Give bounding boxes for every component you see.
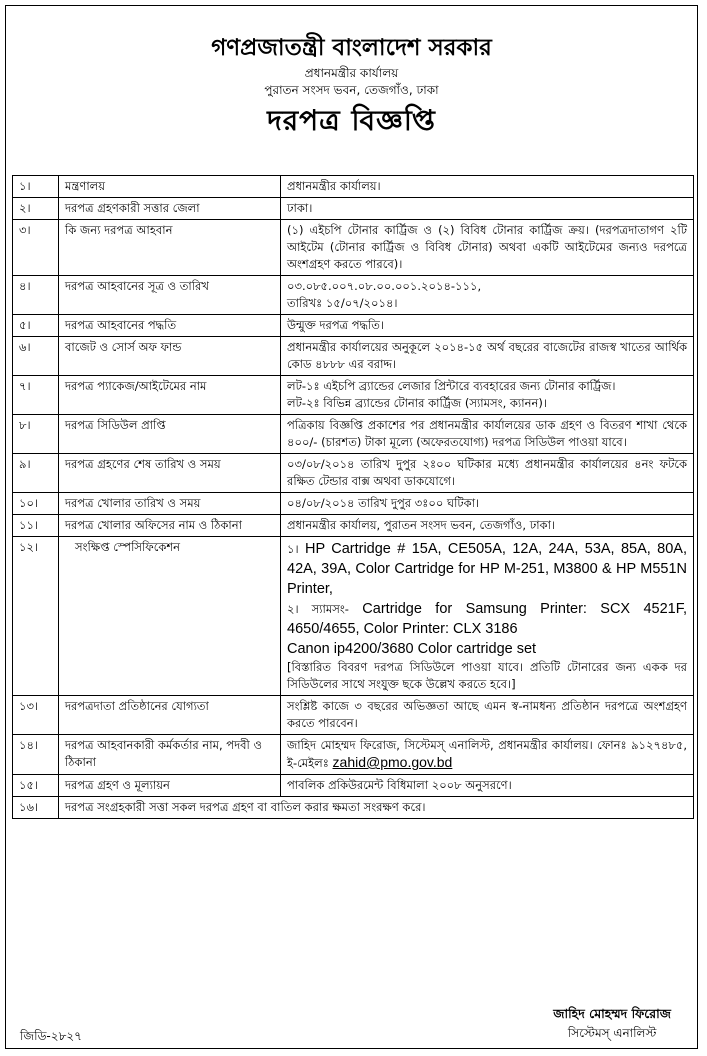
row-number: ১৬। — [13, 797, 59, 819]
row-number: ৮। — [13, 415, 59, 454]
row-value-line: ০৪/০৮/২০১৪ তারিখ দুপুর ৩ঃ০০ ঘটিকা। — [287, 496, 480, 510]
signatory-name: জাহিদ মোহম্মদ ফিরোজ — [553, 1006, 671, 1021]
row-number: ২। — [13, 198, 59, 220]
row-value — [281, 415, 694, 454]
row-value: দরপত্র সংগ্রহকারী সত্তা সকল দরপত্র গ্রহণ বা বাতিল করার ক্ষমতা সংরক্ষণ করে। — [59, 797, 694, 819]
signatory-title: সিস্টেমস্ এনালিস্ট — [567, 1026, 657, 1040]
row-value — [281, 315, 694, 337]
row-value-line: তারিখঃ ১৫/০৭/২০১৪। — [287, 296, 398, 310]
row-value — [281, 537, 694, 696]
row-value-line: প্রধানমন্ত্রীর কার্যালয়। — [287, 179, 381, 193]
row-value-line: প্রধানমন্ত্রীর কার্যালয়, পুরাতন সংসদ ভবন, তেজগাঁও, ঢাকা। — [287, 518, 556, 532]
government-title: গণপ্রজাতন্ত্রী বাংলাদেশ সরকার — [211, 35, 492, 61]
row-value-line: লট-২ঃ বিভিন্ন ব্র্যান্ডের টোনার কার্ট্রিজ (স্যামসং, ক্যানন)। — [287, 396, 547, 410]
row-number: ১০। — [13, 493, 59, 515]
spec-label: সংক্ষিপ্ত স্পেসিফিকেশন — [75, 540, 181, 554]
spec-canon: Canon ip4200/3680 Color cartridge set — [287, 641, 537, 657]
table-row — [13, 198, 694, 220]
tender-details-table — [12, 175, 694, 819]
notice-header — [6, 34, 697, 139]
row-number: ৪। — [13, 276, 59, 315]
row-label: দরপত্র আহবানকারী কর্মকর্তার নাম, পদবী ও ঠিকানা — [59, 735, 281, 775]
office-name: প্রধানমন্ত্রীর কার্যালয় — [304, 66, 399, 80]
table-row — [13, 415, 694, 454]
table-row-final — [13, 797, 694, 819]
notice-title: দরপত্র বিজ্ঞপ্তি — [267, 104, 436, 137]
row-value — [281, 454, 694, 493]
row-label: দরপত্র আহবানের সূত্র ও তারিখ — [59, 276, 281, 315]
table-row — [13, 315, 694, 337]
row-number: ৫। — [13, 315, 59, 337]
table-row — [13, 220, 694, 276]
row-number: ৯। — [13, 454, 59, 493]
row-value-line: প্রধানমন্ত্রীর কার্যালয়ের অনুকূলে ২০১৪-১৫ অর্থ বছরের বাজেটের রাজস্ব খাতের আর্থিক কোড ৪৮৮৮ এর বরাদ্দ। — [287, 340, 687, 371]
row-label: বাজেট ও সোর্স অফ ফান্ড — [59, 337, 281, 376]
spec-item-2-text: Cartridge for Samsung Printer: SCX 4521F, 4650/4655, Color Printer: CLX 3186 — [287, 601, 687, 637]
row-label: দরপত্র আহবানের পদ্ধতি — [59, 315, 281, 337]
row-value-line: ঢাকা। — [287, 201, 313, 215]
table-row — [13, 493, 694, 515]
row-number: ৩। — [13, 220, 59, 276]
row-label: দরপত্র খোলার অফিসের নাম ও ঠিকানা — [59, 515, 281, 537]
row-label: দরপত্র প্যাকেজ/আইটেমের নাম — [59, 376, 281, 415]
spec-item-1-prefix: ১। — [287, 542, 299, 556]
table-row — [13, 337, 694, 376]
table-row — [13, 775, 694, 797]
row-label: দরপত্র সিডিউল প্রাপ্তি — [59, 415, 281, 454]
row-label: দরপত্র খোলার তারিখ ও সময় — [59, 493, 281, 515]
table-row — [13, 515, 694, 537]
row-label: মন্ত্রণালয় — [59, 176, 281, 198]
officer-details: জাহিদ মোহম্মদ ফিরোজ, সিস্টেমস্ এনালিস্ট, প্রধানমন্ত্রীর কার্যালয়। ফোনঃ ৯১২৭৪৮৫, ই-মেইলঃ — [287, 738, 687, 770]
row-number: ১২। — [13, 537, 59, 696]
row-value — [281, 276, 694, 315]
row-value-line: উন্মুক্ত দরপত্র পদ্ধতি। — [287, 318, 385, 332]
row-value — [281, 337, 694, 376]
spec-item-1-text: HP Cartridge # 15A, CE505A, 12A, 24A, 53A, 85A, 80A, 42A, 39A, Color Cartridge for HP M-251, M3800 & HP M551N Printer, — [287, 541, 688, 597]
table-row-officer — [13, 735, 694, 775]
row-value-line: ০৩.০৮৫.০০৭.০৮.০০.০০১.২০১৪-১১১, — [287, 279, 482, 293]
table-row-specification — [13, 537, 694, 696]
row-label — [59, 537, 281, 696]
row-value-line: সংশ্লিষ্ট কাজে ৩ বছরের অভিজ্ঞতা আছে এমন স্ব-নামধন্য প্রতিষ্ঠান দরপত্রে অংশগ্রহণ করতে পারবেন। — [287, 699, 687, 730]
row-value — [281, 696, 694, 735]
row-number: ৬। — [13, 337, 59, 376]
table-row — [13, 276, 694, 315]
table-row — [13, 176, 694, 198]
row-value-line: পত্রিকায় বিজ্ঞপ্তি প্রকাশের পর প্রধানমন্ত্রীর কার্যালয়ের ডাক গ্রহণ ও বিতরণ শাখা থেকে ৪০০/- (চারশত) টাকা মূল্যে (অফেরতযোগ্য) দরপত্র সিডিউল পাওয়া যাবে। — [287, 418, 687, 449]
row-value-line: (১) এইচপি টোনার কার্ট্রিজ ও (২) বিবিধ টোনার কার্ট্রিজ ক্রয়। (দরপত্রদাতাগণ ২টি আইটেম (টোনার কার্ট্রিজ ও বিবিধ টোনার) অথবা একটি আইটেমের জন্যও দরপত্রে অংশগ্রহণ করতে পারবে)। — [287, 223, 687, 271]
officer-email-link[interactable]: zahid@pmo.gov.bd — [332, 754, 453, 770]
spec-item-2 — [287, 599, 687, 639]
row-number: ৭। — [13, 376, 59, 415]
row-value — [281, 493, 694, 515]
signature-block — [553, 1004, 671, 1042]
row-value — [281, 376, 694, 415]
spec-item-1 — [287, 539, 687, 599]
row-number: ১। — [13, 176, 59, 198]
spec-item-2-prefix: ২। স্যামসং- — [287, 602, 349, 616]
table-row — [13, 454, 694, 493]
row-value — [281, 775, 694, 797]
row-value — [281, 176, 694, 198]
row-value — [281, 220, 694, 276]
row-value-line: পাবলিক প্রকিউরমেন্ট বিধিমালা ২০০৮ অনুসরণে। — [287, 778, 512, 792]
row-number: ১৫। — [13, 775, 59, 797]
row-number: ১৪। — [13, 735, 59, 775]
tender-notice-page — [5, 5, 698, 1049]
row-label: কি জন্য দরপত্র আহবান — [59, 220, 281, 276]
row-number: ১৩। — [13, 696, 59, 735]
gd-reference: জিডি-২৮২৭ — [20, 1029, 82, 1043]
row-label: দরপত্র গ্রহণ ও মূল্যায়ন — [59, 775, 281, 797]
row-label: দরপত্র গ্রহণকারী সত্তার জেলা — [59, 198, 281, 220]
office-address: পুরাতন সংসদ ভবন, তেজগাঁও, ঢাকা — [264, 83, 439, 97]
table-row — [13, 696, 694, 735]
row-label: দরপত্রদাতা প্রতিষ্ঠানের যোগ্যতা — [59, 696, 281, 735]
row-value-line: ০৩/০৮/২০১৪ তারিখ দুপুর ২ঃ০০ ঘটিকার মধ্যে প্রধানমন্ত্রীর কার্যালয়ের ৪নং ফটকে রক্ষিত টেন্ডার বাক্স অথবা ডাকযোগে। — [287, 457, 687, 488]
spec-note: [বিস্তারিত বিবরণ দরপত্র সিডিউলে পাওয়া যাবে। প্রতিটি টোনারের জন্য একক দর সিডিউলের সাথে সংযুক্ত ছকে উল্লেখ করতে হবে।] — [287, 660, 687, 691]
row-value-line: লট-১ঃ এইচপি ব্র্যান্ডের লেজার প্রিন্টারে ব্যবহারের জন্য টোনার কার্ট্রিজ। — [287, 379, 616, 393]
row-value — [281, 735, 694, 775]
table-row — [13, 376, 694, 415]
row-value — [281, 198, 694, 220]
row-value — [281, 515, 694, 537]
row-number: ১১। — [13, 515, 59, 537]
row-label: দরপত্র গ্রহণের শেষ তারিখ ও সময় — [59, 454, 281, 493]
